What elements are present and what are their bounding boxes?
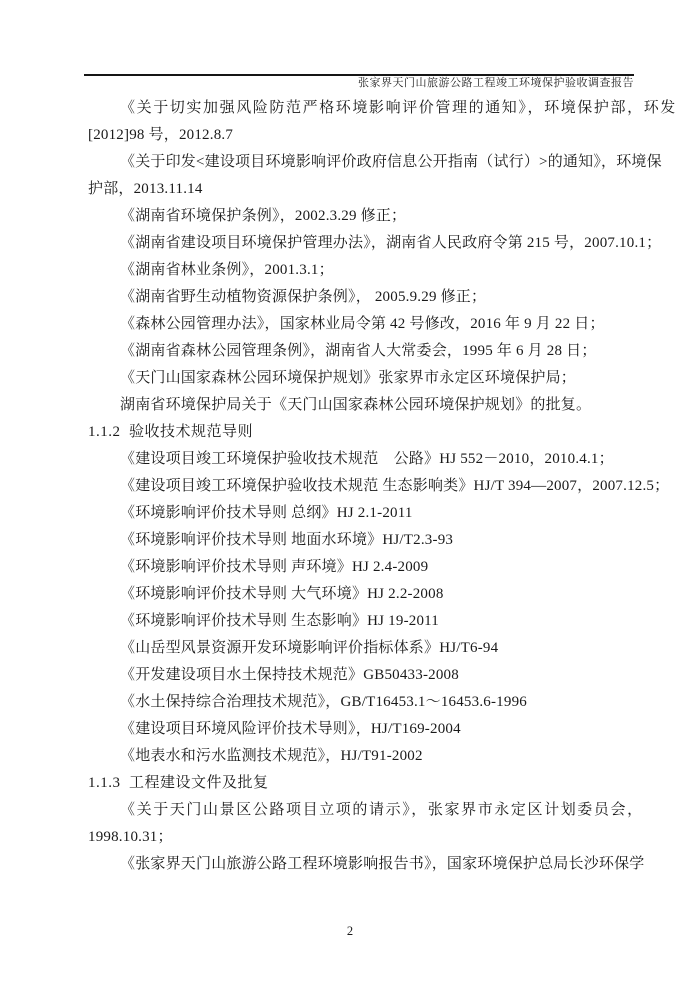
document-line: 《水土保持综合治理技术规范》，GB/T16453.1～16453.6-1996 <box>120 694 527 710</box>
document-line: 《环境影响评价技术导则 声环境》HJ 2.4-2009 <box>120 559 429 575</box>
document-line: 《环境影响评价技术导则 地面水环境》HJ/T2.3-93 <box>120 532 454 548</box>
document-line: 湖南省环境保护局关于《天门山国家森林公园环境保护规划》的批复。 <box>120 397 592 413</box>
page-footer <box>0 920 700 942</box>
section-heading: 1.1.3 工程建设文件及批复 <box>88 775 269 791</box>
document-line: [2012]98 号，2012.8.7 <box>88 127 234 143</box>
document-line: 《湖南省环境保护条例》，2002.3.29 修正； <box>120 208 407 224</box>
document-body <box>88 95 677 878</box>
document-line: 1998.10.31； <box>88 829 173 845</box>
document-line: 《关于印发<建设项目环境影响评价政府信息公开指南（试行）>的通知》，环境保 <box>120 154 662 170</box>
document-line: 《关于天门山景区公路项目立项的请示》，张家界市永定区计划委员会， <box>120 802 644 818</box>
document-line: 《环境影响评价技术导则 大气环境》HJ 2.2-2008 <box>120 586 444 602</box>
document-line: 护部，2013.11.14 <box>88 181 203 197</box>
section-heading: 1.1.2 验收技术规范导则 <box>88 424 254 440</box>
page-number: 2 <box>346 924 354 938</box>
document-line: 《环境影响评价技术导则 总纲》HJ 2.1-2011 <box>120 505 413 521</box>
document-line: 《湖南省建设项目环境保护管理办法》，湖南省人民政府令第 215 号，2007.10.1； <box>120 235 662 251</box>
document-line: 《建设项目环境风险评价技术导则》，HJ/T169-2004 <box>120 721 461 737</box>
document-line: 《天门山国家森林公园环境保护规划》张家界市永定区环境保护局； <box>120 370 577 386</box>
document-line: 《森林公园管理办法》，国家林业局令第 42 号修改，2016 年 9 月 22 日； <box>120 316 605 332</box>
document-line: 《地表水和污水监测技术规范》，HJ/T91-2002 <box>120 748 423 764</box>
document-line: 《湖南省林业条例》，2001.3.1； <box>120 262 334 278</box>
document-line: 《湖南省森林公园管理条例》，湖南省人大常委会，1995 年 6 月 28 日； <box>120 343 597 359</box>
document-line: 《建设项目竣工环境保护验收技术规范 生态影响类》HJ/T 394—2007，2007.12.5； <box>120 478 670 494</box>
document-line: 《山岳型风景资源开发环境影响评价指标体系》HJ/T6-94 <box>120 640 499 656</box>
document-line: 《湖南省野生动植物资源保护条例》， 2005.9.29 修正； <box>120 289 487 305</box>
running-header-title: 张家界天门山旅游公路工程竣工环境保护验收调查报告 <box>358 77 634 89</box>
document-line: 《关于切实加强风险防范严格环境影响评价管理的通知》，环境保护部，环发 <box>120 100 677 116</box>
document-line: 《环境影响评价技术导则 生态影响》HJ 19-2011 <box>120 613 440 629</box>
document-line: 《张家界天门山旅游公路工程环境影响报告书》，国家环境保护总局长沙环保学 <box>120 856 645 872</box>
header-rule <box>84 74 634 76</box>
document-line: 《开发建设项目水土保持技术规范》GB50433-2008 <box>120 667 459 683</box>
document-line: 《建设项目竣工环境保护验收技术规范 公路》HJ 552－2010，2010.4.1； <box>120 451 614 467</box>
